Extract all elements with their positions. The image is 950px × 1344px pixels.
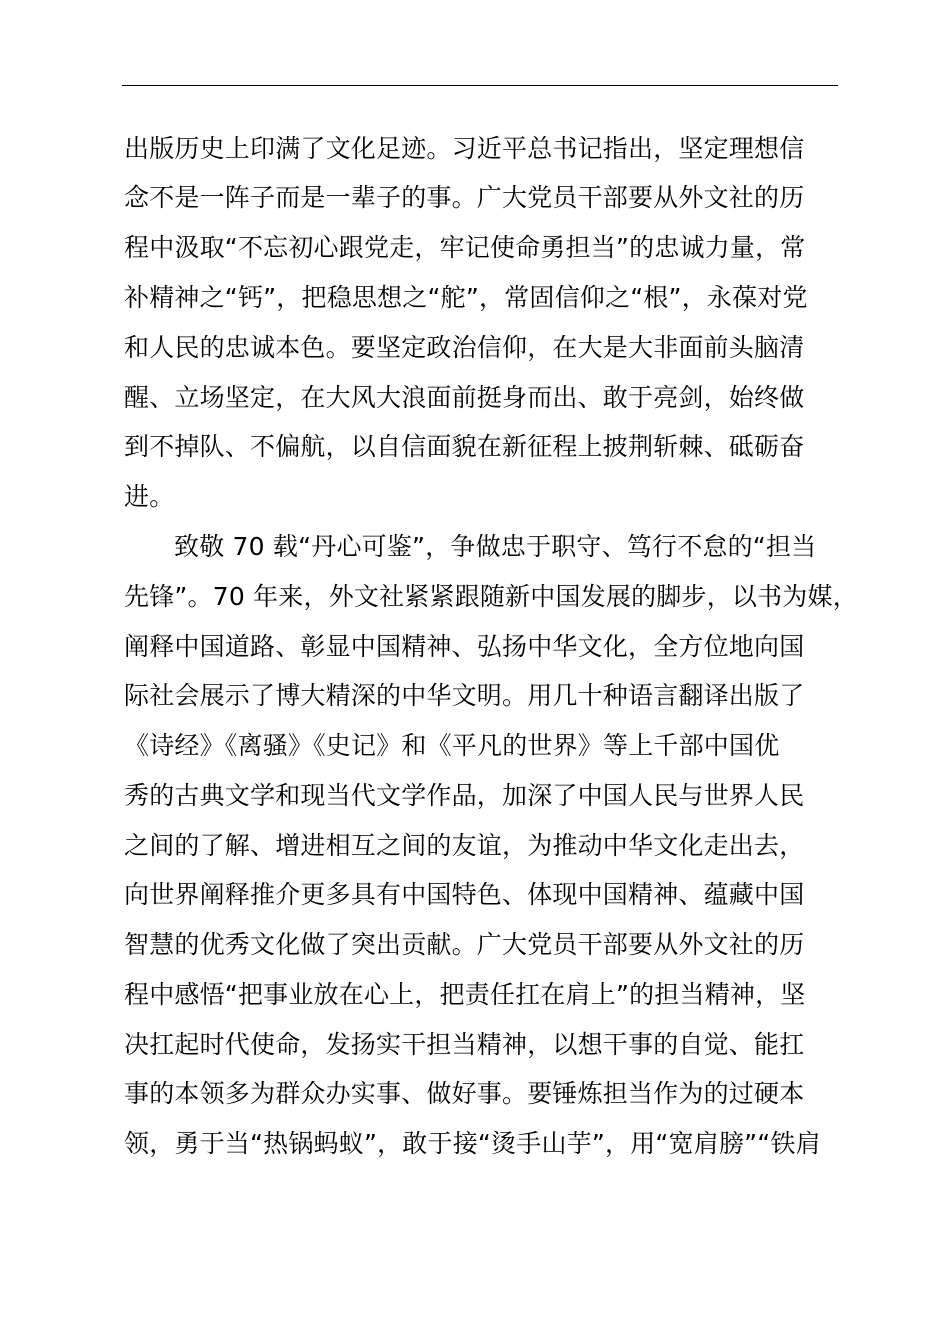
text-line: 和人民的忠诚本色。要坚定政治信仰，在大是大非面前头脑清 [124, 333, 805, 362]
header-rule [122, 85, 838, 86]
text-line: 程中汲取“不忘初心跟党走，牢记使命勇担当”的忠诚力量，常 [124, 233, 806, 262]
text-line: 阐释中国道路、彰显中国精神、弘扬中华文化，全方位地向国 [124, 632, 805, 661]
text-line: 智慧的优秀文化做了突出贡献。广大党员干部要从外文社的历 [124, 930, 805, 959]
text-line: 秀的古典文学和现当代文学作品，加深了中国人民与世界人民 [124, 781, 805, 810]
text-line: 进。 [124, 482, 175, 511]
text-line: 程中感悟“把事业放在心上，把责任扛在肩上”的担当精神，坚 [124, 980, 806, 1009]
text-line: 醒、立场坚定，在大风大浪面前挺身而出、敢于亮剑，始终做 [124, 383, 805, 412]
text-line: 出版历史上印满了文化足迹。习近平总书记指出，坚定理想信 [124, 134, 805, 163]
text-line: 之间的了解、增进相互之间的友谊，为推动中华文化走出去， [124, 831, 805, 860]
text-line: 补精神之“钙”，把稳思想之“舵”，常固信仰之“根”，永葆对党 [124, 283, 808, 312]
text-line: 决扛起时代使命，发扬实干担当精神，以想干事的自觉、能扛 [124, 1030, 805, 1059]
text-line: 《诗经》《离骚》《史记》和《平凡的世界》等上千部中国优 [124, 731, 780, 760]
text-line: 向世界阐释推介更多具有中国特色、体现中国精神、蕴藏中国 [124, 880, 805, 909]
text-line: 到不掉队、不偏航，以自信面貌在新征程上披荆斩棘、砥砺奋 [124, 432, 805, 461]
text-line: 念不是一阵子而是一辈子的事。广大党员干部要从外文社的历 [124, 183, 805, 212]
text-line: 领，勇于当“热锅蚂蚁”，敢于接“烫手山芋”，用“宽肩膀”“铁肩 [124, 1129, 821, 1158]
text-line: 先锋”。70 年来，外文社紧紧跟随新中国发展的脚步，以书为媒， [124, 582, 858, 611]
text-line: 际社会展示了博大精深的中华文明。用几十种语言翻译出版了 [124, 681, 805, 710]
paragraph-start: 致敬 70 载“丹心可鉴”，争做忠于职守、笃行不怠的“担当 [174, 532, 817, 561]
text-line: 事的本领多为群众办实事、做好事。要锤炼担当作为的过硬本 [124, 1079, 805, 1108]
